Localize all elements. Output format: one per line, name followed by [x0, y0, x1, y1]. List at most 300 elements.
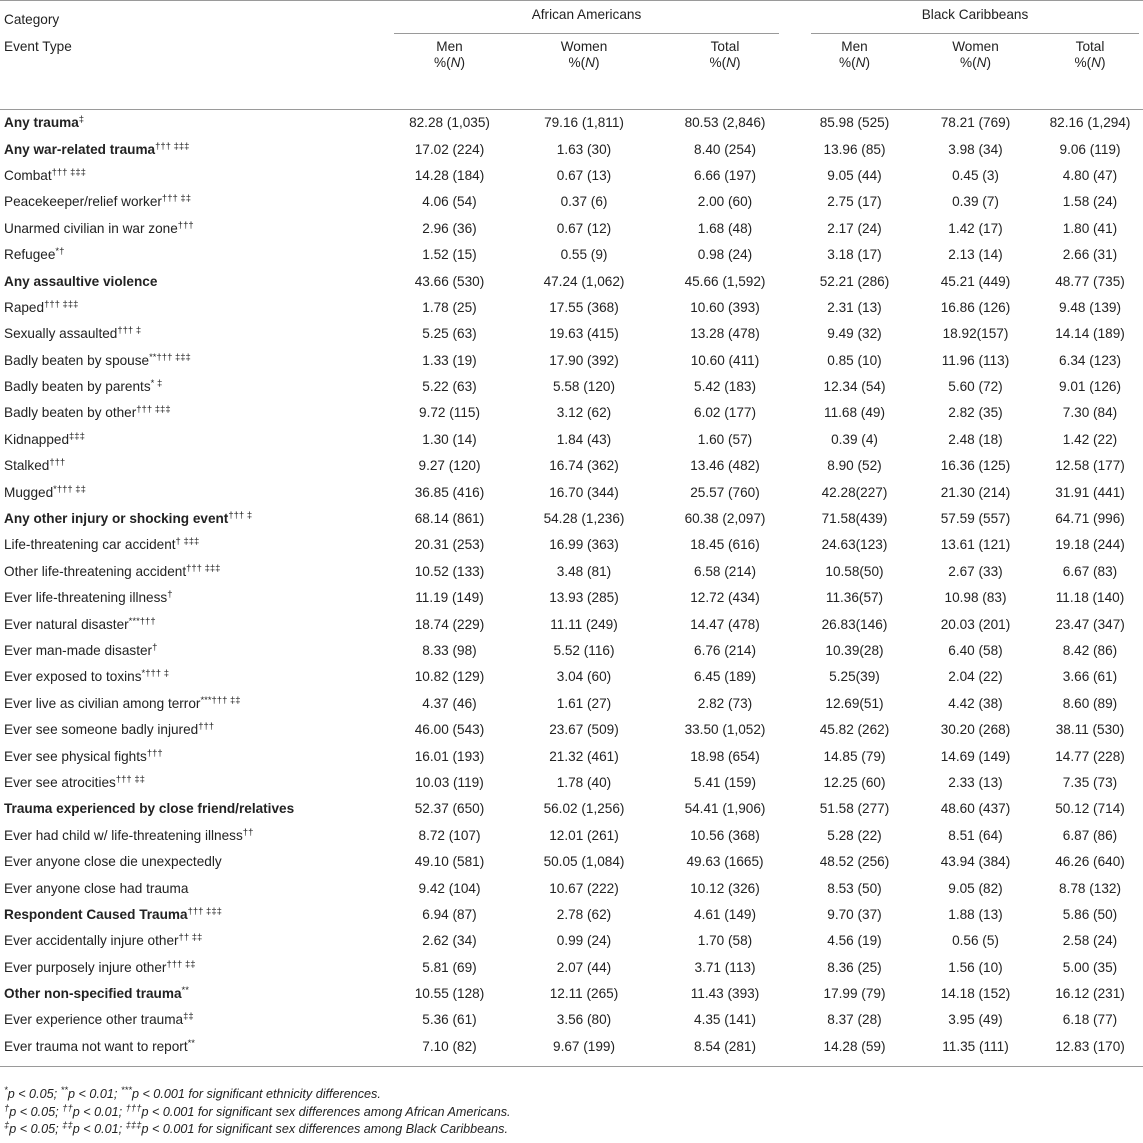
event-type-cell: [0, 664, 386, 690]
significance-marker: **: [181, 985, 189, 997]
value-cell: 2.75 (17): [827, 194, 882, 210]
table-row: [0, 770, 1143, 796]
table-row: [0, 110, 1143, 137]
footnote-text: p < 0.001 for significant sex differences among African Americans.: [141, 1104, 511, 1119]
value-cell: 2.58 (24): [1062, 933, 1118, 949]
value-cell: 19.63 (415): [549, 326, 619, 342]
event-label: Ever anyone close had trauma: [4, 880, 189, 896]
event-label: Peacekeeper/relief worker: [4, 194, 162, 210]
value-cell: 2.78 (62): [556, 906, 612, 922]
value-cell: 0.67 (12): [556, 220, 612, 236]
value-cell: 11.19 (149): [415, 590, 484, 606]
value-cell: 8.90 (52): [827, 458, 882, 474]
significance-marker: ††† ‡‡: [115, 773, 145, 785]
value-cell: 10.12 (326): [690, 880, 760, 896]
event-type-cell: [0, 743, 386, 769]
value-cell: 45.66 (1,592): [684, 273, 766, 289]
value-cell: 80.53 (2,846): [684, 115, 766, 131]
value-cell: 16.70 (344): [549, 484, 619, 500]
group-header-african-americans: [386, 1, 795, 40]
value-cell: 10.52 (133): [414, 563, 485, 579]
event-type-cell: [0, 585, 386, 611]
event-type-cell: [0, 849, 386, 875]
value-cell: 0.45 (3): [952, 167, 999, 183]
value-cell: 42.28(227): [821, 484, 888, 500]
value-cell: 4.42 (38): [948, 695, 1003, 711]
value-cell: 24.63(123): [821, 537, 888, 553]
event-label: Ever exposed to toxins: [4, 669, 142, 685]
column-header: [1037, 39, 1143, 110]
event-type-cell: [0, 295, 386, 321]
significance-marker: † ‡‡‡: [175, 536, 200, 548]
value-cell: 5.52 (116): [553, 643, 615, 658]
column-name: Total: [1075, 39, 1105, 54]
table-row: [0, 955, 1143, 981]
event-type-cell: [0, 216, 386, 242]
significance-marker: *†: [55, 246, 65, 258]
value-cell: 52.37 (650): [414, 801, 485, 817]
value-cell: 12.69(51): [825, 695, 884, 711]
event-type-cell: [0, 1007, 386, 1033]
footnote-text: p < 0.01;: [67, 1087, 121, 1101]
value-cell: 9.05 (44): [827, 167, 882, 183]
value-cell: 2.96 (36): [422, 220, 477, 236]
value-cell: 0.39 (7): [952, 194, 999, 210]
value-cell: 10.55 (128): [414, 986, 485, 1002]
value-cell: 1.68 (48): [697, 220, 753, 236]
event-label: Any trauma: [4, 115, 79, 131]
value-cell: 10.56 (368): [690, 827, 760, 843]
significance-marker: †: [167, 589, 173, 601]
value-cell: 8.33 (98): [422, 643, 477, 658]
event-label: Ever trauma not want to report: [4, 1038, 188, 1054]
value-cell: 3.95 (49): [948, 1012, 1003, 1028]
value-cell: 1.52 (15): [422, 247, 477, 263]
value-cell: 33.50 (1,052): [684, 722, 766, 738]
event-label: Any other injury or shocking event: [4, 511, 229, 527]
value-cell: 10.03 (119): [415, 774, 484, 790]
value-cell: 17.90 (392): [549, 352, 619, 368]
footnote-line: [4, 1104, 511, 1122]
table-row: [0, 902, 1143, 928]
table-row: [0, 611, 1143, 637]
event-type-cell: [0, 823, 386, 849]
value-cell: 12.34 (54): [823, 379, 886, 395]
value-cell: 1.63 (30): [556, 141, 612, 157]
value-cell: 5.36 (61): [422, 1012, 477, 1028]
value-cell: 36.85 (416): [414, 484, 485, 500]
event-type-cell: [0, 374, 386, 400]
value-cell: 16.99 (363): [549, 537, 619, 553]
value-cell: 9.06 (119): [1059, 141, 1121, 157]
table-row: [0, 427, 1143, 453]
value-cell: 18.74 (229): [414, 616, 485, 632]
column-header: [655, 39, 795, 110]
significance-marker: †††: [177, 219, 194, 231]
value-cell: 5.86 (50): [1062, 906, 1118, 922]
table-row: [0, 532, 1143, 558]
table-row: [0, 823, 1143, 849]
event-label: Ever anyone close die unexpectedly: [4, 854, 222, 870]
value-cell: 1.42 (17): [948, 220, 1003, 236]
value-cell: 18.45 (616): [690, 537, 760, 553]
value-cell: 43.66 (530): [414, 273, 485, 289]
value-cell: 17.99 (79): [823, 986, 886, 1002]
value-cell: 14.47 (478): [690, 616, 760, 632]
table-row: [0, 295, 1143, 321]
value-cell: 54.28 (1,236): [543, 511, 625, 527]
value-cell: 13.28 (478): [690, 326, 760, 342]
value-cell: 85.98 (525): [819, 115, 890, 131]
value-cell: 5.60 (72): [948, 379, 1003, 395]
value-cell: 12.58 (177): [1055, 458, 1125, 474]
column-header: [795, 39, 914, 110]
significance-marker: †† ‡‡: [178, 932, 203, 944]
value-cell: 21.32 (461): [549, 748, 619, 764]
significance-marker: *††† ‡‡: [53, 483, 86, 495]
value-cell: 50.12 (714): [1055, 801, 1125, 817]
value-cell: 38.11 (530): [1055, 722, 1125, 738]
event-label: Ever see atrocities: [4, 774, 116, 790]
value-cell: 82.16 (1,294): [1049, 115, 1131, 131]
value-cell: 48.52 (256): [819, 854, 890, 870]
value-cell: 9.70 (37): [827, 906, 882, 922]
value-cell: 31.91 (441): [1055, 484, 1125, 500]
footnote-text: p < 0.01;: [72, 1122, 126, 1136]
value-cell: 17.02 (224): [414, 141, 485, 157]
value-cell: 79.16 (1,811): [544, 115, 624, 131]
event-label: Stalked: [4, 458, 50, 474]
value-cell: 3.12 (62): [556, 405, 612, 421]
table-row: [0, 136, 1143, 162]
value-cell: 1.70 (58): [697, 933, 753, 949]
value-cell: 2.82 (73): [697, 695, 753, 711]
table-row: [0, 691, 1143, 717]
event-label: Refugee: [4, 247, 56, 263]
significance-marker: ††† ‡: [228, 510, 253, 522]
event-type-cell: [0, 242, 386, 268]
event-label: Ever man-made disaster: [4, 643, 153, 658]
significance-marker: **: [187, 1037, 196, 1049]
event-type-cell: [0, 981, 386, 1007]
event-type-cell: [0, 479, 386, 505]
value-cell: 2.00 (60): [697, 194, 753, 210]
event-type-cell: [0, 691, 386, 717]
event-label: Ever experience other trauma: [4, 1012, 184, 1028]
event-type-cell: [0, 1034, 386, 1067]
value-cell: 11.43 (393): [690, 986, 760, 1002]
value-cell: 6.87 (86): [1062, 827, 1118, 843]
table-row: [0, 1007, 1143, 1033]
event-label: Badly beaten by parents: [4, 379, 151, 395]
table-row: [0, 479, 1143, 505]
value-cell: 16.86 (126): [940, 299, 1011, 315]
event-type-cell: [0, 110, 386, 137]
value-cell: 8.78 (132): [1059, 880, 1121, 896]
value-cell: 16.12 (231): [1055, 986, 1125, 1002]
value-cell: 1.80 (41): [1062, 220, 1118, 236]
event-label: Unarmed civilian in war zone: [4, 220, 178, 236]
table-row: [0, 242, 1143, 268]
footnote-line: [4, 1121, 511, 1139]
value-cell: 13.93 (285): [549, 590, 619, 606]
value-cell: 6.67 (83): [1062, 563, 1118, 579]
event-label: Life-threatening car accident: [4, 537, 176, 553]
significance-marker: †: [152, 642, 158, 653]
value-cell: 0.85 (10): [827, 352, 882, 368]
value-cell: 12.01 (261): [549, 827, 619, 843]
event-label: Badly beaten by spouse: [4, 352, 150, 368]
value-cell: 1.42 (22): [1062, 431, 1118, 447]
value-cell: 47.24 (1,062): [543, 273, 625, 289]
value-cell: 1.88 (13): [948, 906, 1003, 922]
event-type-cell: [0, 928, 386, 954]
event-label: Other life-threatening accident: [4, 563, 187, 579]
event-type-cell: [0, 770, 386, 796]
value-cell: 5.25 (63): [422, 326, 477, 342]
value-cell: 0.56 (5): [952, 933, 999, 949]
significance-marker: ‡‡: [183, 1011, 194, 1023]
significance-marker: *††† ‡: [141, 668, 170, 680]
value-cell: 10.67 (222): [549, 880, 619, 896]
value-cell: 11.11 (249): [550, 616, 618, 632]
significance-marker: ††: [242, 826, 254, 838]
event-label: Raped: [4, 299, 45, 315]
event-label: Combat: [4, 167, 52, 183]
significance-marker: ††† ‡‡‡: [186, 562, 221, 574]
event-type-cell: [0, 427, 386, 453]
table-row: [0, 559, 1143, 585]
value-cell: 6.45 (189): [694, 669, 756, 685]
table-row: [0, 321, 1143, 347]
value-cell: 2.66 (31): [1062, 247, 1118, 263]
value-cell: 4.61 (149): [694, 906, 756, 922]
value-cell: 5.22 (63): [422, 379, 477, 395]
value-cell: 64.71 (996): [1055, 511, 1125, 527]
footnote-text: p < 0.001 for significant sex differences among Black Caribbeans.: [141, 1122, 508, 1136]
value-cell: 14.28 (59): [795, 1034, 914, 1067]
column-name: Women: [560, 39, 608, 54]
table-row: [0, 189, 1143, 215]
value-cell: 52.21 (286): [819, 273, 890, 289]
event-type-cell: [0, 348, 386, 374]
table-row: [0, 796, 1143, 822]
value-cell: 9.67 (199): [513, 1034, 655, 1067]
event-type-header: Event Type: [0, 39, 386, 110]
significance-marker: ††† ‡‡: [166, 958, 196, 970]
event-type-cell: [0, 796, 386, 822]
table-row: [0, 717, 1143, 743]
column-header: [914, 39, 1037, 110]
value-cell: 3.04 (60): [556, 669, 612, 685]
footnote-marker: ‡‡: [62, 1120, 73, 1131]
value-cell: 8.60 (89): [1062, 695, 1118, 711]
footnote-marker: †††: [125, 1102, 142, 1114]
event-type-cell: [0, 453, 386, 479]
significance-marker: ††† ‡: [117, 325, 142, 337]
value-cell: 6.58 (214): [694, 563, 756, 579]
event-type-cell: [0, 902, 386, 928]
event-label: Ever purposely injure other: [4, 959, 167, 975]
significance-marker: ‡‡‡: [69, 430, 85, 442]
column-name: Men: [841, 39, 868, 54]
value-cell: 10.39(28): [825, 643, 884, 658]
value-cell: 6.18 (77): [1062, 1012, 1118, 1028]
value-cell: 82.28 (1,035): [409, 115, 490, 131]
value-cell: 12.11 (265): [549, 986, 619, 1002]
table-row: [0, 374, 1143, 400]
event-label: Other non-specified trauma: [4, 986, 182, 1002]
value-cell: 5.25(39): [829, 669, 880, 685]
value-cell: 9.72 (115): [419, 405, 480, 421]
value-cell: 8.40 (254): [694, 141, 756, 157]
value-cell: 4.80 (47): [1062, 167, 1118, 183]
value-cell: 9.42 (104): [418, 880, 481, 896]
table-row: [0, 453, 1143, 479]
significance-marker: ***††† ‡‡: [200, 694, 241, 706]
value-cell: 16.01 (193): [414, 748, 485, 764]
value-cell: 12.72 (434): [690, 590, 760, 606]
value-cell: 10.60 (393): [690, 299, 760, 315]
event-label: Trauma experienced by close friend/relatives: [4, 801, 295, 817]
event-type-cell: [0, 268, 386, 294]
table-row: [0, 875, 1143, 901]
value-cell: 14.18 (152): [940, 986, 1011, 1002]
value-cell: 14.69 (149): [940, 748, 1011, 764]
value-cell: 5.42 (183): [694, 379, 756, 395]
value-cell: 16.36 (125): [940, 458, 1011, 474]
value-cell: 18.92(157): [942, 326, 1009, 342]
event-type-cell: [0, 189, 386, 215]
value-cell: 3.71 (113): [694, 959, 756, 975]
value-cell: 1.84 (43): [556, 431, 612, 447]
group-label: African Americans: [531, 6, 642, 22]
value-cell: 7.10 (82): [386, 1034, 513, 1067]
footnote-marker: ††: [62, 1102, 73, 1114]
table-row: [0, 400, 1143, 426]
column-unit: %(N): [960, 55, 991, 70]
significance-marker: ††† ‡‡‡: [44, 298, 79, 310]
value-cell: 8.37 (28): [827, 1012, 882, 1028]
value-cell: 3.98 (34): [948, 141, 1003, 157]
value-cell: 10.98 (83): [944, 590, 1007, 606]
value-cell: 50.05 (1,084): [543, 854, 625, 870]
value-cell: 1.58 (24): [1062, 194, 1118, 210]
value-cell: 2.31 (13): [827, 299, 882, 315]
value-cell: 1.56 (10): [948, 959, 1003, 975]
value-cell: 14.77 (228): [1055, 748, 1125, 764]
value-cell: 0.67 (13): [556, 167, 612, 183]
value-cell: 6.02 (177): [694, 405, 756, 421]
value-cell: 2.62 (34): [422, 933, 477, 949]
value-cell: 21.30 (214): [940, 484, 1011, 500]
value-cell: 12.83 (170): [1037, 1034, 1143, 1067]
value-cell: 3.56 (80): [556, 1012, 612, 1028]
value-cell: 8.36 (25): [827, 959, 882, 975]
event-label: Mugged: [4, 484, 54, 500]
value-cell: 2.13 (14): [948, 247, 1003, 263]
column-header: [513, 39, 655, 110]
value-cell: 1.30 (14): [422, 431, 477, 447]
value-cell: 7.35 (73): [1062, 774, 1118, 790]
table-body: [0, 110, 1143, 1067]
value-cell: 18.98 (654): [690, 748, 760, 764]
value-cell: 14.14 (189): [1055, 326, 1125, 342]
event-label: Any war-related trauma: [4, 141, 156, 157]
value-cell: 4.37 (46): [422, 695, 477, 711]
value-cell: 8.54 (281): [655, 1034, 795, 1067]
table-row: [0, 928, 1143, 954]
significance-marker: ††† ‡‡‡: [155, 140, 190, 152]
footnote-marker: *: [4, 1085, 8, 1096]
significance-marker: ***†††: [128, 615, 156, 627]
event-label: Sexually assaulted: [4, 326, 118, 342]
value-cell: 9.27 (120): [418, 458, 481, 474]
value-cell: 68.14 (861): [414, 511, 485, 527]
significance-marker: ††† ‡‡‡: [187, 905, 222, 917]
event-type-cell: [0, 955, 386, 981]
header-row-groups: [0, 1, 1143, 40]
footnote-text: p < 0.05;: [7, 1087, 61, 1101]
value-cell: 10.58(50): [825, 563, 884, 579]
value-cell: 1.60 (57): [697, 431, 753, 447]
value-cell: 2.17 (24): [827, 220, 882, 236]
event-label: Ever life-threatening illness: [4, 590, 168, 606]
value-cell: 2.82 (35): [948, 405, 1003, 421]
value-cell: 2.33 (13): [948, 774, 1003, 790]
value-cell: 2.48 (18): [948, 431, 1003, 447]
value-cell: 49.63 (1665): [686, 854, 764, 870]
table-row: [0, 743, 1143, 769]
footnote-marker: ***: [120, 1085, 132, 1096]
table-row: [0, 163, 1143, 189]
value-cell: 5.41 (159): [694, 774, 756, 790]
value-cell: 17.55 (368): [549, 299, 619, 315]
value-cell: 57.59 (557): [940, 511, 1011, 527]
footnote-marker: ‡: [4, 1120, 10, 1131]
event-type-cell: [0, 638, 386, 664]
significance-marker: ††† ‡‡: [161, 193, 191, 205]
event-type-cell: [0, 136, 386, 162]
event-label: Respondent Caused Trauma: [4, 906, 188, 922]
value-cell: 56.02 (1,256): [543, 801, 625, 817]
value-cell: 8.51 (64): [948, 827, 1003, 843]
value-cell: 5.28 (22): [827, 827, 882, 843]
footnote-line: [4, 1086, 511, 1104]
value-cell: 9.01 (126): [1059, 379, 1121, 395]
table-row: [0, 268, 1143, 294]
value-cell: 3.18 (17): [827, 247, 882, 263]
value-cell: 5.58 (120): [553, 379, 615, 395]
significance-marker: †††: [146, 747, 163, 759]
value-cell: 19.18 (244): [1055, 537, 1125, 553]
value-cell: 6.76 (214): [694, 643, 756, 658]
value-cell: 10.82 (129): [414, 669, 485, 685]
value-cell: 46.26 (640): [1055, 854, 1125, 870]
value-cell: 6.34 (123): [1059, 352, 1121, 368]
value-cell: 20.31 (253): [414, 537, 485, 553]
value-cell: 54.41 (1,906): [684, 801, 766, 817]
column-name: Total: [710, 39, 740, 54]
value-cell: 3.66 (61): [1062, 669, 1118, 685]
table-footnotes: [4, 1086, 511, 1139]
value-cell: 25.57 (760): [690, 484, 760, 500]
value-cell: 2.04 (22): [948, 669, 1003, 685]
event-type-cell: [0, 163, 386, 189]
value-cell: 51.58 (277): [819, 801, 890, 817]
value-cell: 0.55 (9): [560, 247, 608, 263]
value-cell: 49.10 (581): [414, 854, 485, 870]
